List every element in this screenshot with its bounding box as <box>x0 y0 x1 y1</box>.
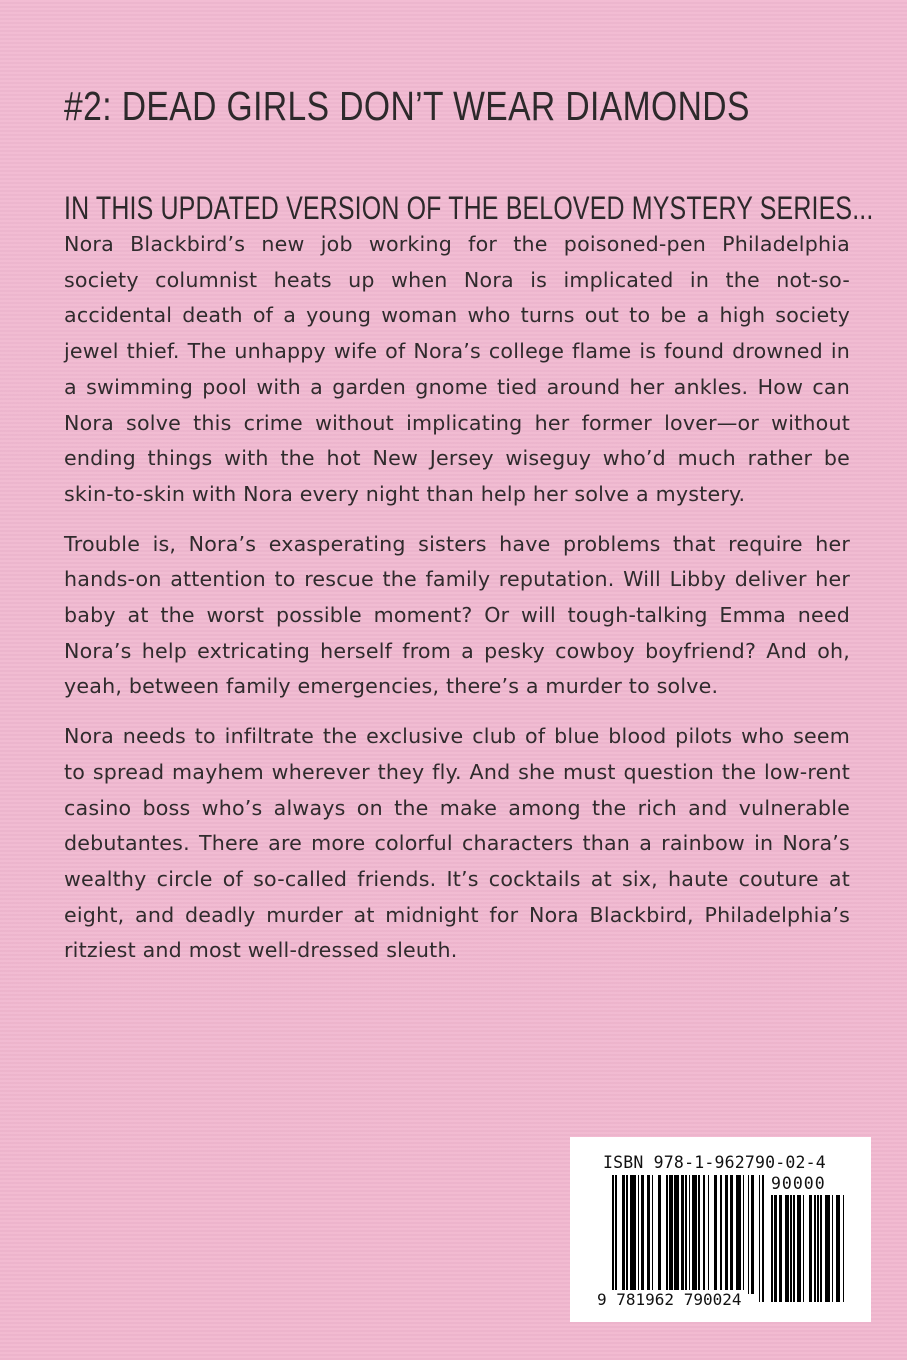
blurb-paragraph-3: Nora needs to infiltrate the exclusive club of blue blood pilots who seem to spread mayhem wherever they fly. And she must question the low-rent casino boss who’s always on the make among the rich and vulnerable debutantes. There are more colorful characters than a rainbow in Nora’s wealthy circle of so-called friends. It’s cocktails at six, haute couture at eight, and deadly murder at midnight for Nora Blackbird, Philadelphia’s ritziest and most well-dressed sleuth. <box>64 724 850 963</box>
barcode-bar <box>843 1195 845 1302</box>
barcode-addon-bars <box>771 1195 849 1302</box>
series-intro-heading: IN THIS UPDATED VERSION OF THE BELOVED MYSTERY SERIES... <box>64 190 874 226</box>
book-blurb <box>64 227 850 983</box>
barcode-digits: 9 781962 790024 <box>597 1290 742 1309</box>
barcode-bar <box>762 1175 764 1302</box>
price-code: 90000 <box>771 1174 826 1193</box>
book-title: #2: DEAD GIRLS DON’T WEAR DIAMONDS <box>64 83 750 129</box>
blurb-paragraph-1: Nora Blackbird’s new job working for the poisoned-pen Philadelphia society columnist heats up when Nora is implicated in the not-so-accidental death of a young woman who turns out to be a high society jewel thief. The unhappy wife of Nora’s college flame is found drowned in a swimming pool with a garden gnome tied around her ankles. How can Nora solve this crime without implicating her former lover—or without ending things with the hot New Jersey wiseguy who’d much rather be skin-to-skin with Nora every night than help her solve a mystery. <box>64 232 850 506</box>
isbn-barcode-box <box>570 1137 871 1322</box>
blurb-paragraph-2: Trouble is, Nora’s exasperating sisters have problems that require her hands-on attention to rescue the family reputation. Will Libby deliver her baby at the worst possible moment? Or will tough-talking Emma need Nora’s help extricating herself from a pesky cowboy boyfriend? And oh, yeah, between family emergencies, there’s a murder to solve. <box>64 531 850 699</box>
barcode-main-bars <box>612 1175 764 1302</box>
isbn-label: ISBN 978-1-962790-02-4 <box>603 1153 826 1172</box>
